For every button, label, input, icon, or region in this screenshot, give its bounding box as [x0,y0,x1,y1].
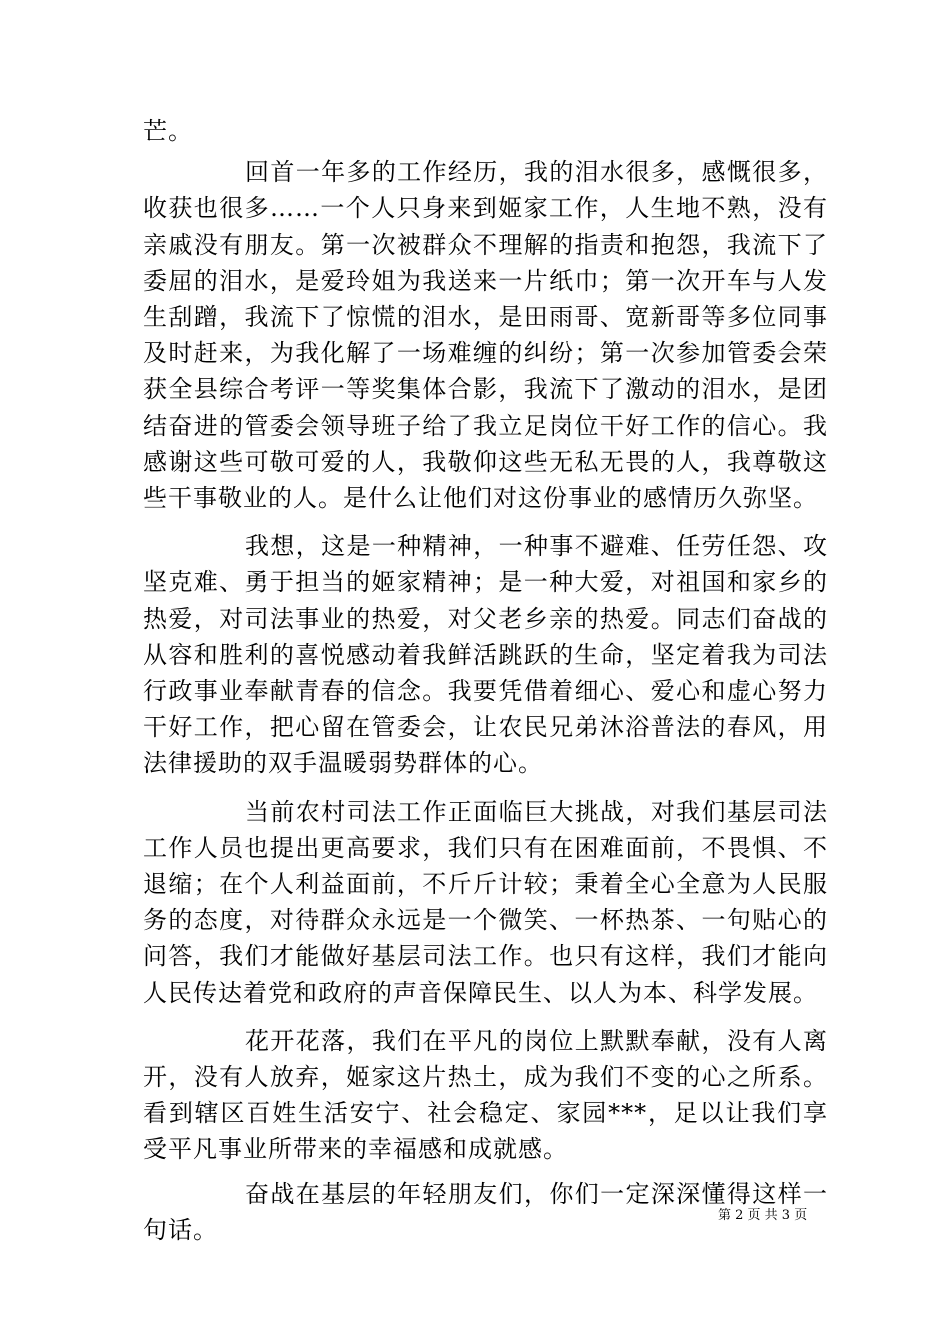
paragraph-3: 我想，这是一种精神，一种事不避难、任劳任怨、攻坚克难、勇于担当的姬家精神；是一种大爱，对祖国和家乡的热爱，对司法事业的热爱，对父老乡亲的热爱。同志们奋战的从容和胜利的喜悦感动着我鲜活跳跃的生命，坚定着我为司法行政事业奉献青春的信念。我要凭借着细心、爱心和虚心努力干好工作，把心留在管委会，让农民兄弟沐浴普法的春风，用法律援助的双手温暖弱势群体的心。 [143,532,828,778]
page-number: 第 2 页 共 3 页 [718,1208,808,1223]
paragraph-5: 花开花落，我们在平凡的岗位上默默奉献，没有人离开，没有人放弃，姬家这片热土，成为我们不变的心之所系。看到辖区百姓生活安宁、社会稳定、家园***，足以让我们享受平凡事业所带来的幸福感和成就感。 [143,1026,828,1164]
paragraph-2: 回首一年多的工作经历，我的泪水很多，感慨很多，收获也很多……一个人只身来到姬家工作，人生地不熟，没有亲戚没有朋友。第一次被群众不理解的指责和抱怨，我流下了委屈的泪水，是爱玲姐为我送来一片纸巾；第一次开车与人发生刮蹭，我流下了惊慌的泪水，是田雨哥、宽新哥等多位同事及时赶来，为我化解了一场难缠的纠纷；第一次参加管委会荣获全县综合考评一等奖集体合影，我流下了激动的泪水，是团结奋进的管委会领导班子给了我立足岗位干好工作的信心。我感谢这些可敬可爱的人，我敬仰这些无私无畏的人，我尊敬这些干事敬业的人。是什么让他们对这份事业的感情历久弥坚。 [143,158,828,513]
paragraph-1: 芒。 [143,117,193,145]
document-body [143,113,828,1248]
paragraph-6: 奋战在基层的年轻朋友们，你们一定深深懂得这样一句话。 [143,1179,828,1244]
paragraph-4: 当前农村司法工作正面临巨大挑战，对我们基层司法工作人员也提出更高要求，我们只有在困难面前，不畏惧、不退缩；在个人利益面前，不斤斤计较；秉着全心全意为人民服务的态度，对待群众永远是一个微笑、一杯热茶、一句贴心的问答，我们才能做好基层司法工作。也只有这样，我们才能向人民传达着党和政府的声音保障民生、以人为本、科学发展。 [143,797,828,1007]
